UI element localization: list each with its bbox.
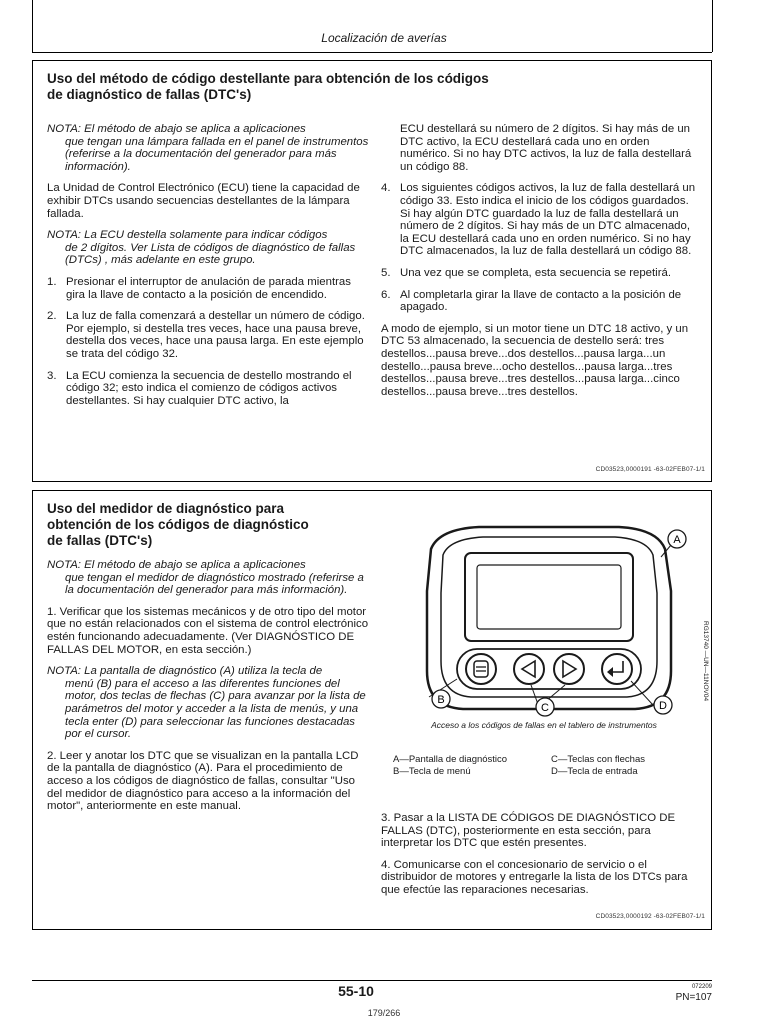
legend-item-c: C—Teclas con flechas: [551, 754, 645, 765]
svg-text:A: A: [673, 534, 681, 546]
legend-item-a: A—Pantalla de diagnóstico: [393, 754, 508, 765]
section1-step-5: 5. Una vez que se completa, esta secuencia se repetirá.: [381, 266, 671, 279]
figure-legend-left: [393, 754, 507, 778]
callout-circle-c-icon: [536, 698, 554, 716]
svg-text:C: C: [541, 702, 549, 714]
section2-note2: NOTA: La pantalla de diagnóstico (A) utiliza la tecla de menú (B) para el acceso a las diferentes funciones del motor, dos teclas de flechas (C) para avanzar por la lista de parámetros del motor y acceder a la lista de menús, y una tecla enter (D) para seleccionar las funciones destacadas por el cursor.: [47, 665, 366, 741]
header-title: Localización de averías: [321, 31, 447, 45]
callout-circle-d-icon: [654, 696, 672, 714]
section1-step-6: 6. Al completarla girar la llave de contacto a la posición de apagado.: [381, 288, 682, 314]
menu-key-icon: [466, 654, 496, 684]
section1-left-column: [47, 123, 369, 416]
section2-title: Uso del medidor de diagnóstico para obtención de los códigos de diagnóstico de fallas (DTC's): [47, 501, 309, 548]
arrow-left-key-icon: [514, 654, 544, 684]
callout-circle-a-icon: [668, 530, 686, 548]
section2-right-column: [381, 812, 705, 906]
section1-step-4: 4. Los siguientes códigos activos, la luz de falla destellará un código 33. Esto indica el inicio de los códigos guardados. Si hay algún DTC guardado la luz de falla destellará un número de 2 dígitos. Si hay más de un DTC almacenado, la ECU destellará cada uno en orden numérico. Si no hay DTC almacenados, la luz de falla destellará un código 88.: [381, 182, 696, 258]
section2-step-2: 2. Leer y anotar los DTC que se visualizan en la pantalla LCD de la pantalla de diagnóstico (A). Para el procedimiento de acceso a los códigos de diagnóstico de fallas, consultar "Uso del medidor de diagnóstico para acceso a la información del motor", anteriormente en este manual.: [47, 749, 359, 813]
svg-text:D: D: [659, 700, 667, 712]
section1-step-3-continued: ECU destellará su número de 2 dígitos. Si hay más de un DTC activo, la ECU destellará cada uno en orden numérico. Si no hay DTC activos, la luz de falla destellará un código 88.: [400, 123, 692, 173]
section1-note1: NOTA: El método de abajo se aplica a aplicaciones que tengan una lámpara fallada en el panel de instrumentos (referirse a la documentación del generador para más información).: [47, 123, 369, 173]
section1-example: A modo de ejemplo, si un motor tiene un DTC 18 activo, y un DTC 53 almacenado, la secuencia de destello será: tres destellos...pausa breve...dos destellos...pausa larga...un destello...pausa breve...ocho destellos...pausa larga...tres destellos...pausa breve...tres destellos...pausa larga...cinco destellos...pausa breve...tres destellos.: [381, 322, 689, 398]
section1-right-column: [381, 123, 701, 407]
figure-caption: Acceso a los códigos de fallas en el tablero de instrumentos: [431, 720, 657, 730]
section2-step-4: 4. Comunicarse con el concesionario de servicio o el distribuidor de motores y entregarle la lista de los DTCs para que efectúe las reparaciones necesarias.: [381, 858, 688, 896]
section-flash-codes: [32, 60, 712, 482]
legend-item-b: B—Tecla de menú: [393, 766, 471, 777]
lcd-screen-icon: [465, 553, 633, 641]
footer-rule: [32, 980, 712, 981]
section-diagnostic-gauge: [32, 490, 712, 930]
section1-intro: La Unidad de Control Electrónico (ECU) tiene la capacidad de exhibir DTCs usando secuencias destellantes de la lámpara fallada.: [47, 182, 360, 220]
footer-pn: PN=107: [675, 992, 712, 1003]
footer-date-code: 072209: [691, 984, 712, 990]
arrow-right-key-icon: [554, 654, 584, 684]
diagnostic-gauge-illustration: [399, 521, 699, 719]
section2-step-1: 1. Verificar que los sistemas mecánicos y de otro tipo del motor que no están relacionados con el sistema de control electrónico estén funcionando adecuadamente. (Ver DIAGNÓSTICO DE FALLAS DEL MOTOR, en esta sección.): [47, 605, 369, 656]
figure-legend-right: [551, 754, 645, 778]
legend-item-d: D—Tecla de entrada: [551, 766, 638, 777]
gauge-housing-icon: [427, 527, 671, 709]
header-bottom-rule: [32, 52, 712, 53]
page-number: 55-10: [338, 983, 374, 999]
viewer-page-indicator: 179/266: [367, 1008, 401, 1018]
section1-step-1: 1. Presionar el interruptor de anulación de parada mientras gira la llave de contacto a la posición de encendido.: [47, 275, 351, 301]
section1-note2: NOTA: La ECU destella solamente para indicar códigos de 2 dígitos. Ver Lista de códigos de diagnóstico de fallas (DTCs) , más adelante en este grupo.: [47, 229, 356, 267]
enter-key-icon: [602, 654, 632, 684]
callout-circle-b-icon: [432, 690, 450, 708]
section1-step-3: 3. La ECU comienza la secuencia de destello mostrando el código 32; esto indica el comienzo de códigos activos destellantes. Si hay cualquier DTC activo, la: [47, 369, 352, 407]
svg-text:B: B: [437, 694, 445, 706]
section2-reference-code: CD03523,0000192 -63-02FEB07-1/1: [595, 913, 705, 920]
section2-step-3: 3. Pasar a la LISTA DE CÓDIGOS DE DIAGNÓSTICO DE FALLAS (DTC), posteriormente en esta sección, para interpretar los DTC que estén presentes.: [381, 812, 676, 850]
section2-left-column: [47, 559, 369, 822]
figure-side-code: RG13740 —UN—11NOV04: [702, 621, 709, 702]
section2-note1: NOTA: El método de abajo se aplica a aplicaciones que tengan el medidor de diagnóstico mostrado (referirse a la documentación del generador para más información).: [47, 559, 364, 597]
section1-step-2: 2. La luz de falla comenzará a destellar un número de código. Por ejemplo, si destella tres veces, hace una pausa breve, destella dos veces, hace una pausa larga. En este ejemplo se trata del código 32.: [47, 310, 365, 360]
section1-title: Uso del método de código destellante para obtención de los códigos de diagnóstico de fallas (DTC's): [47, 71, 489, 102]
section1-reference-code: CD03523,0000191 -63-02FEB07-1/1: [595, 466, 705, 473]
